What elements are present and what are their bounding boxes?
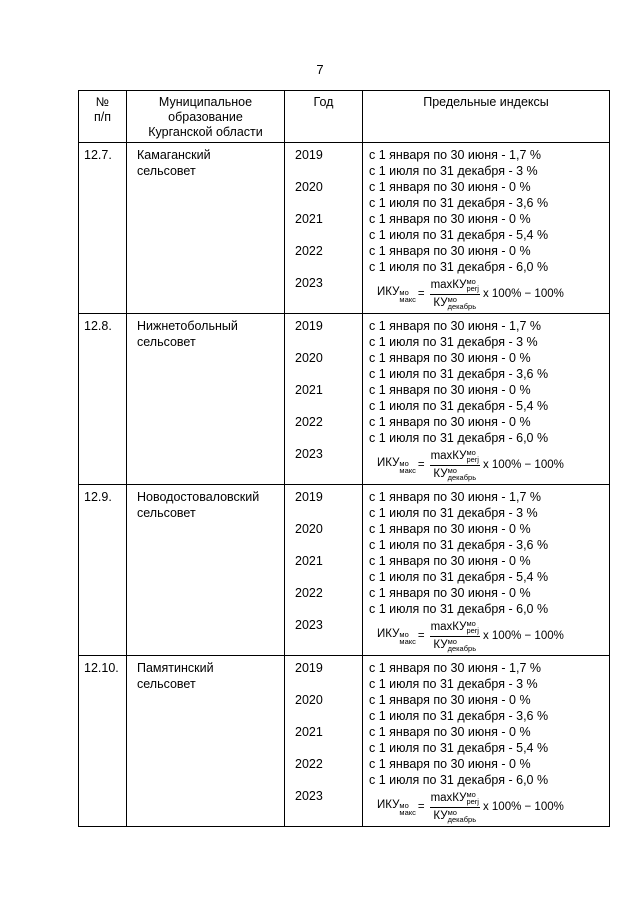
header-indices: Предельные индексы: [363, 91, 610, 143]
indices-cell: [363, 314, 610, 485]
formula-fraction: [430, 278, 480, 309]
year-value: 2023: [295, 789, 323, 803]
formula-num-sub: perj: [466, 455, 479, 465]
index-line: с 1 июля по 31 декабря - 6,0 %: [369, 773, 549, 787]
header-municipality: Муниципальное образование Курганской области: [127, 91, 285, 143]
year-value: 2022: [295, 757, 323, 771]
year-value: 2022: [295, 244, 323, 258]
formula-den-sub: декабрь: [447, 643, 477, 653]
year-value: 2021: [295, 554, 323, 568]
formula-num-sup: мо: [466, 277, 476, 287]
municipality-name: Новодостоваловский сельсовет: [127, 485, 285, 656]
formula-lhs-sup: мо: [399, 287, 409, 297]
formula-lhs-sub: макс: [399, 807, 416, 817]
index-line: с 1 января по 30 июня - 0 %: [369, 586, 531, 600]
formula-den-main: КУ: [433, 296, 448, 309]
year-value: 2019: [295, 661, 323, 675]
formula-numerator: [430, 278, 480, 294]
index-formula: [377, 446, 609, 484]
year-value: 2020: [295, 180, 323, 194]
formula-tail: х 100% − 100%: [482, 630, 564, 642]
formula-equals: =: [417, 288, 425, 300]
index-line: с 1 июля по 31 декабря - 3 %: [369, 506, 538, 520]
years-cell: [285, 143, 363, 314]
header-num: № п/п: [79, 91, 127, 143]
formula-num-sup: мо: [466, 790, 476, 800]
formula-denominator: [433, 295, 476, 310]
table-row: [79, 143, 610, 314]
index-line: с 1 июля по 31 декабря - 6,0 %: [369, 602, 549, 616]
years-cell: [285, 485, 363, 656]
year-value: 2021: [295, 383, 323, 397]
years-cell: [285, 656, 363, 827]
row-number: 12.8.: [79, 314, 127, 485]
formula-num-scripts: [466, 278, 479, 292]
formula-fraction: [430, 791, 480, 822]
formula-lhs-scripts: [399, 289, 415, 303]
index-line: с 1 января по 30 июня - 1,7 %: [369, 148, 541, 162]
formula-lhs-sup: мо: [399, 800, 409, 810]
index-line: с 1 января по 30 июня - 1,7 %: [369, 319, 541, 333]
formula-den-sub: декабрь: [447, 472, 477, 482]
table-header-row: [79, 91, 610, 143]
formula-den-scripts: [448, 467, 477, 481]
year-value: 2023: [295, 276, 323, 290]
year-value: 2023: [295, 447, 323, 461]
indices-cell: [363, 485, 610, 656]
year-value: 2022: [295, 415, 323, 429]
formula-lhs-scripts: [399, 460, 415, 474]
year-value: 2021: [295, 212, 323, 226]
formula-den-main: КУ: [433, 638, 448, 651]
index-line: с 1 июля по 31 декабря - 5,4 %: [369, 570, 549, 584]
formula-num-scripts: [466, 620, 479, 634]
row-number: 12.7.: [79, 143, 127, 314]
formula-fraction: [430, 620, 480, 651]
municipality-name: Памятинский сельсовет: [127, 656, 285, 827]
formula-lhs: [377, 628, 416, 645]
formula-num-sup: мо: [466, 619, 476, 629]
index-line: с 1 января по 30 июня - 0 %: [369, 415, 531, 429]
formula-lhs-scripts: [399, 631, 415, 645]
index-line: с 1 января по 30 июня - 0 %: [369, 383, 531, 397]
row-number: 12.10.: [79, 656, 127, 827]
index-line: с 1 января по 30 июня - 0 %: [369, 180, 531, 194]
formula-denominator: [433, 808, 476, 823]
year-value: 2019: [295, 490, 323, 504]
formula-lhs-main: ИКУ: [377, 456, 400, 469]
indices-cell: [363, 143, 610, 314]
formula-tail: х 100% − 100%: [482, 801, 564, 813]
index-line: с 1 июля по 31 декабря - 3 %: [369, 164, 538, 178]
formula-lhs-main: ИКУ: [377, 285, 400, 298]
formula-denominator: [433, 466, 476, 481]
formula-num-main: maxКУ: [430, 450, 467, 463]
index-line: с 1 января по 30 июня - 0 %: [369, 351, 531, 365]
year-value: 2022: [295, 586, 323, 600]
formula-num-sub: perj: [466, 284, 479, 294]
formula-den-sup: мо: [447, 807, 457, 817]
year-value: 2020: [295, 351, 323, 365]
index-line: с 1 июля по 31 декабря - 3,6 %: [369, 196, 549, 210]
index-line: с 1 июля по 31 декабря - 3,6 %: [369, 538, 549, 552]
formula-num-scripts: [466, 791, 479, 805]
table-row: [79, 485, 610, 656]
formula-den-sup: мо: [447, 465, 457, 475]
formula-fraction: [430, 449, 480, 480]
formula-den-sup: мо: [447, 636, 457, 646]
index-line: с 1 января по 30 июня - 1,7 %: [369, 490, 541, 504]
formula-den-sub: декабрь: [447, 814, 477, 824]
formula-num-scripts: [466, 449, 479, 463]
formula-num-sub: perj: [466, 797, 479, 807]
formula-equals: =: [417, 630, 425, 642]
formula-den-scripts: [448, 638, 477, 652]
formula-numerator: [430, 449, 480, 465]
index-line: с 1 января по 30 июня - 0 %: [369, 757, 531, 771]
index-line: с 1 января по 30 июня - 0 %: [369, 522, 531, 536]
index-line: с 1 января по 30 июня - 0 %: [369, 212, 531, 226]
formula-den-scripts: [448, 809, 477, 823]
formula-equals: =: [417, 801, 425, 813]
index-line: с 1 января по 30 июня - 1,7 %: [369, 661, 541, 675]
formula-den-sub: декабрь: [447, 301, 477, 311]
formula-numerator: [430, 791, 480, 807]
formula-lhs-main: ИКУ: [377, 627, 400, 640]
formula-numerator: [430, 620, 480, 636]
formula-lhs: [377, 799, 416, 816]
index-line: с 1 января по 30 июня - 0 %: [369, 693, 531, 707]
formula-tail: х 100% − 100%: [482, 459, 564, 471]
index-line: с 1 июля по 31 декабря - 6,0 %: [369, 260, 549, 274]
formula-lhs-scripts: [399, 802, 415, 816]
formula-lhs-main: ИКУ: [377, 798, 400, 811]
formula-lhs-sub: макс: [399, 294, 416, 304]
index-line: с 1 июля по 31 декабря - 6,0 %: [369, 431, 549, 445]
formula-tail: х 100% − 100%: [482, 288, 564, 300]
formula-lhs: [377, 457, 416, 474]
formula-den-main: КУ: [433, 467, 448, 480]
tariff-index-table: [78, 90, 610, 827]
year-value: 2020: [295, 522, 323, 536]
formula-num-sup: мо: [466, 448, 476, 458]
index-line: с 1 июля по 31 декабря - 3 %: [369, 335, 538, 349]
year-value: 2019: [295, 148, 323, 162]
indices-cell: [363, 656, 610, 827]
index-line: с 1 июля по 31 декабря - 5,4 %: [369, 228, 549, 242]
formula-lhs-sub: макс: [399, 465, 416, 475]
formula-lhs-sub: макс: [399, 636, 416, 646]
index-line: с 1 января по 30 июня - 0 %: [369, 725, 531, 739]
year-value: 2023: [295, 618, 323, 632]
table-row: [79, 656, 610, 827]
formula-lhs: [377, 286, 416, 303]
formula-lhs-sup: мо: [399, 629, 409, 639]
municipality-name: Камаганский сельсовет: [127, 143, 285, 314]
year-value: 2020: [295, 693, 323, 707]
index-line: с 1 июля по 31 декабря - 3,6 %: [369, 709, 549, 723]
index-line: с 1 июля по 31 декабря - 3,6 %: [369, 367, 549, 381]
table-row: [79, 314, 610, 485]
index-line: с 1 июля по 31 декабря - 5,4 %: [369, 741, 549, 755]
index-formula: [377, 275, 609, 313]
index-line: с 1 июля по 31 декабря - 5,4 %: [369, 399, 549, 413]
year-value: 2021: [295, 725, 323, 739]
index-line: с 1 января по 30 июня - 0 %: [369, 244, 531, 258]
formula-num-main: maxКУ: [430, 279, 467, 292]
year-value: 2019: [295, 319, 323, 333]
row-number: 12.9.: [79, 485, 127, 656]
formula-den-sup: мо: [447, 294, 457, 304]
years-cell: [285, 314, 363, 485]
page-number: 7: [316, 62, 324, 77]
header-year: Год: [285, 91, 363, 143]
formula-den-scripts: [448, 296, 477, 310]
formula-num-main: maxКУ: [430, 792, 467, 805]
formula-den-main: КУ: [433, 809, 448, 822]
index-line: с 1 июля по 31 декабря - 3 %: [369, 677, 538, 691]
formula-denominator: [433, 637, 476, 652]
formula-equals: =: [417, 459, 425, 471]
municipality-name: Нижнетобольный сельсовет: [127, 314, 285, 485]
formula-num-sub: perj: [466, 626, 479, 636]
formula-lhs-sup: мо: [399, 458, 409, 468]
index-formula: [377, 617, 609, 655]
formula-num-main: maxКУ: [430, 621, 467, 634]
index-line: с 1 января по 30 июня - 0 %: [369, 554, 531, 568]
index-formula: [377, 788, 609, 826]
